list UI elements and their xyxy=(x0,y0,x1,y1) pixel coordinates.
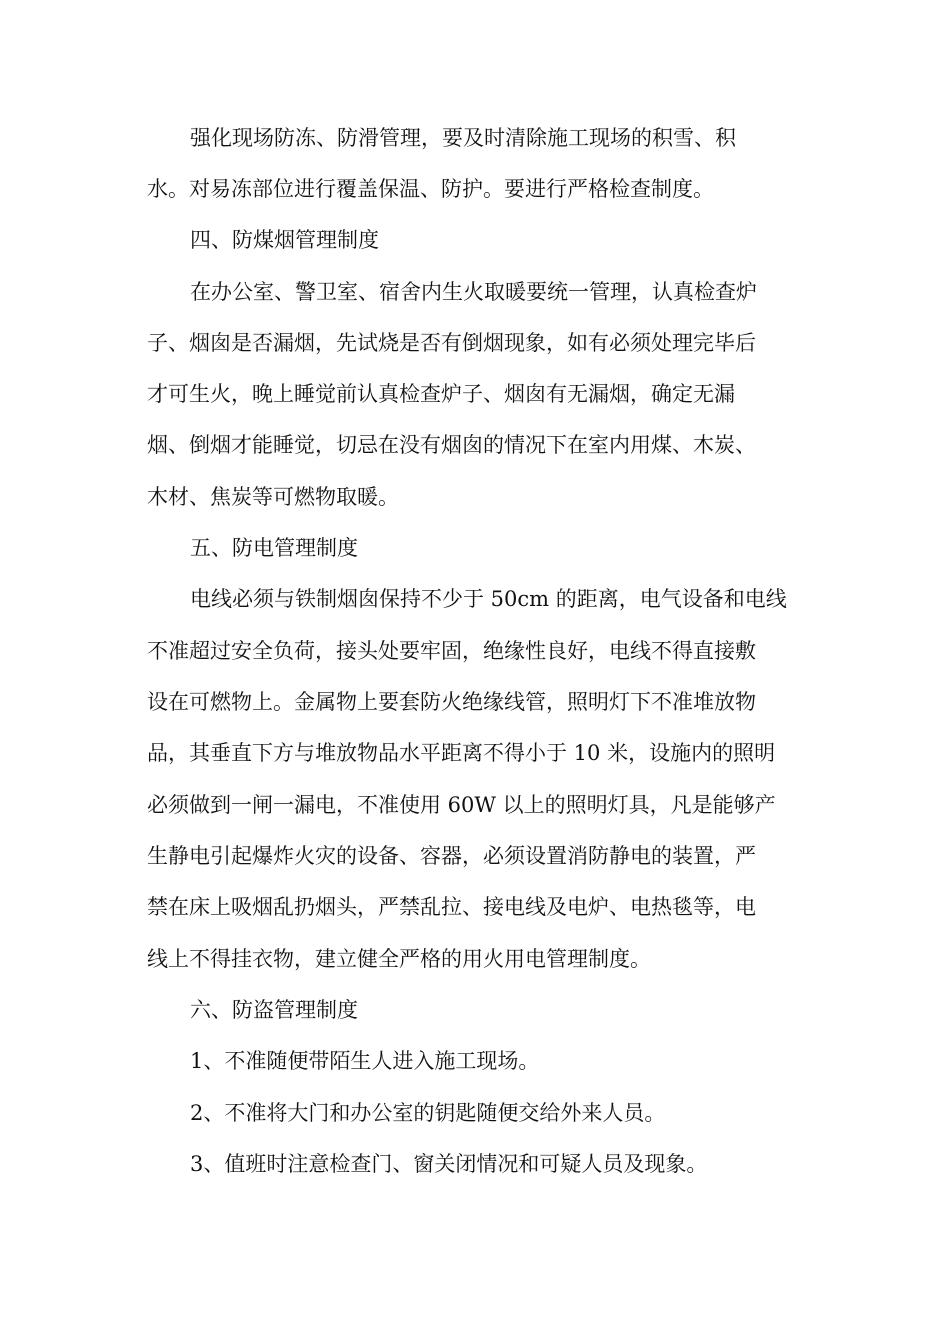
list-item: 1、不准随便带陌生人进入施工现场。 xyxy=(190,1049,540,1073)
paragraph-line: 品，其垂直下方与堆放物品水平距离不得小于 10 米，设施内的照明 xyxy=(147,741,776,765)
list-item: 3、值班时注意检查门、窗关闭情况和可疑人员及现象。 xyxy=(190,1152,708,1176)
paragraph-line: 不准超过安全负荷，接头处要牢固，绝缘性良好，电线不得直接敷 xyxy=(147,639,756,663)
paragraph-line: 木材、焦炭等可燃物取暖。 xyxy=(147,485,399,509)
paragraph-line: 在办公室、警卫室、宿舍内生火取暖要统一管理，认真检查炉 xyxy=(190,280,757,304)
paragraph-line: 必须做到一闸一漏电，不准使用 60W 以上的照明灯具，凡是能够产 xyxy=(147,793,776,817)
paragraph-line: 生静电引起爆炸火灾的设备、容器，必须设置消防静电的装置，严 xyxy=(147,844,756,868)
paragraph-line: 才可生火，晚上睡觉前认真检查炉子、烟囱有无漏烟，确定无漏 xyxy=(147,382,735,406)
paragraph-line: 强化现场防冻、防滑管理，要及时清除施工现场的积雪、积 xyxy=(190,126,736,150)
list-item: 2、不准将大门和办公室的钥匙随便交给外来人员。 xyxy=(190,1101,666,1125)
paragraph-line: 烟、倒烟才能睡觉，切忌在没有烟囱的情况下在室内用煤、木炭、 xyxy=(147,433,756,457)
paragraph-line: 子、烟囱是否漏烟，先试烧是否有倒烟现象，如有必须处理完毕后 xyxy=(147,331,756,355)
paragraph-line: 水。对易冻部位进行覆盖保温、防护。要进行严格检查制度。 xyxy=(147,177,714,201)
paragraph-line: 电线必须与铁制烟囱保持不少于 50cm 的距离，电气设备和电线 xyxy=(190,587,787,611)
section-heading-6: 六、防盗管理制度 xyxy=(190,998,358,1022)
paragraph-line: 禁在床上吸烟乱扔烟头，严禁乱拉、接电线及电炉、电热毯等，电 xyxy=(147,895,756,919)
paragraph-line: 设在可燃物上。金属物上要套防火绝缘线管，照明灯下不准堆放物 xyxy=(147,690,756,714)
section-heading-5: 五、防电管理制度 xyxy=(190,536,358,560)
section-heading-4: 四、防煤烟管理制度 xyxy=(190,228,379,252)
paragraph-line: 线上不得挂衣物，建立健全严格的用火用电管理制度。 xyxy=(147,947,651,971)
